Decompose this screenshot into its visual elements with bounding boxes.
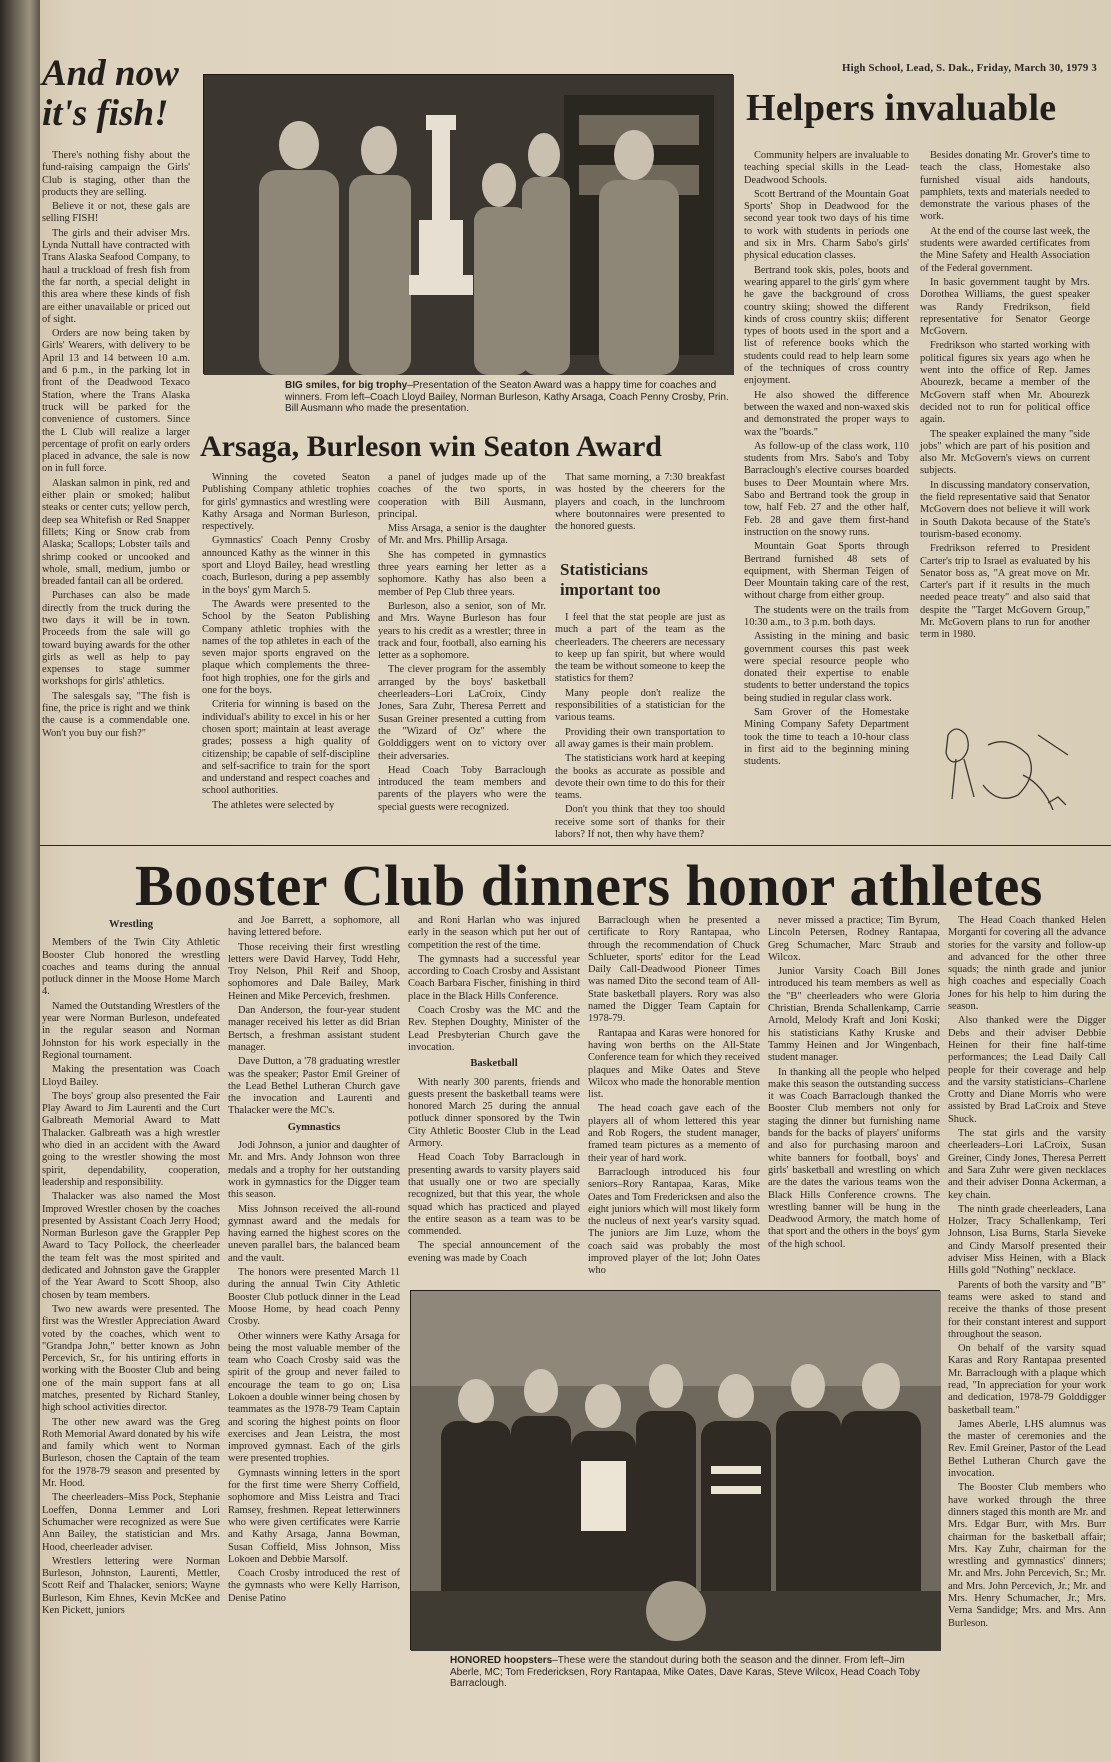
gymnastics-subhead: Gymnastics [287, 1121, 341, 1133]
statisticians-article [555, 612, 725, 841]
paragraph: Junior Varsity Coach Bill Jones introduced his team members as well as the "B" cheerleaders who were Gloria Christian, Brenda Schallenkamp, Carrie Arnold, Melody Kraft and Joni Koski; his statisticians Kathy Kruske and Tammy Heinen and Jor Wingenbach, student manager. [768, 966, 940, 1064]
booster-col-1-body [42, 937, 220, 1617]
paragraph: Two new awards were presented. The first was the Wrestler Appreciation Award voted by the coaches, which went to "Grandpa John," better known as John Percevich, Sr., for his untiring efforts in working with the Booster Club and being one of the main support fans at all matches, presented by Richard Stanley, high school activities director. [42, 1303, 220, 1414]
paragraph: and Roni Harlan who was injured early in the season which put her out of competition the rest of the time. [408, 915, 580, 951]
wrestling-subhead: Wrestling [109, 919, 153, 930]
paragraph: Also thanked were the Digger Debs and their adviser Debbie Heinen for their fine half-time performances; the Lead Daily Call people for their coverage and help and the varsity statisticians–Charlene Crotty and Diane Morris who were assisted by Brad LaCroix and Steve Shuck. [948, 1015, 1106, 1125]
booster-col-3-body [408, 915, 580, 1054]
paragraph: a panel of judges made up of the coaches of the two sports, in cooperation with Bill Ausmann, principal. [378, 472, 546, 520]
seaton-caption-text: –Presentation of the Seaton Award was a happy time for coaches and winners. From left–Coach Lloyd Bailey, Norman Burleson, Kathy Arsaga, Coach Penny Crosby, Prin. Bill Ausmann who made the presentation. [285, 380, 729, 414]
fish-article [42, 150, 190, 800]
paragraph: Those receiving their first wrestling letters were David Harvey, Todd Hehr, Troy Nelson, Phil Reif and Shoop, sophomores and Dale Bailey, Mark Heinen and Mike Percevich, freshmen. [228, 941, 400, 1002]
paragraph: Miss Johnson received the all-round gymnast award and the medals for having earned the highest scores on the uneven parallel bars, the balanced beam and the vault. [228, 1203, 400, 1264]
basketball-subhead: Basketball [470, 1058, 518, 1070]
seaton-caption-lead: BIG smiles, for big trophy [285, 380, 408, 391]
hoopsters-photo [410, 1290, 940, 1650]
paragraph: Purchases can also be made directly from the truck during the two days it will be in town. Proceeds from the sale will go toward buying awards for the other girls as well as help to pay expenses to stage summer workshops for girls' athletics. [42, 590, 190, 688]
sketch-illustration [928, 715, 1088, 825]
paragraph: In thanking all the people who helped make this season the outstanding success it was Coach Barraclough thanked the Booster Club members not only for staging the dinner but furnishing name bands for the backs of players' uniforms and also for purchasing maroon and white banners for football, boys' and girls' basketball and wrestling on which are the dates the various teams won the Black Hills Conference crowns. The wrestling banner will be hung in the Deadwood Armory, the match home of that sport and the others in the boys' gym of the high school. [768, 1066, 940, 1250]
hoopsters-caption-text: –These were the standout during both the season and the dinner. From left–Jim Aberle, MC; Tom Fredericksen, Rory Rantapaa, Mike Oates, Dave Karas, Steve Wilcox, Head Coach Toby Barraclough. [450, 1655, 920, 1689]
paragraph: and Joe Barrett, a sophomore, all having lettered before. [228, 915, 400, 939]
paragraph: Gymnasts winning letters in the sport for the first time were Sherry Coffield, sophomore and Miss Leistra and Traci Ramsey, freshmen. Repeat letterwinners who were given certificates were Karrie and Kathy Arsaga, Janna Bowman, Susan Coffield, Miss Johnson, Miss Lokoen and Debbie Marsolf. [228, 1467, 400, 1565]
paragraph: The Booster Club members who have worked through the three dinners staged this month are Mr. and Mrs. Edgar Burr, with Mrs. Burr chairman for the basketball affair; Mrs. Kay Zuhr, chairman for the wrestling and gymnastics' dinners; Mr. and Mrs. John Percevich, Sr.; Mr. and Mrs. John Percevich, Jr.; Mr. and Mrs. Henry Schumacher, Jr.; Mrs. Verna Sandidge; Mrs. and Mrs. Ann Burleson. [948, 1482, 1106, 1629]
paragraph: Winning the coveted Seaton Publishing Company athletic trophies for girls' gymnastics and wrestling were Kathy Arsaga and Norman Burleson, respectively. [202, 472, 370, 533]
paragraph: Many people don't realize the responsibilities of a statistician for the various teams. [555, 687, 725, 724]
paragraph: Members of the Twin City Athletic Booster Club honored the wrestling coaches and teams during the annual potluck dinner in the Moose Home March 4. [42, 937, 220, 998]
paragraph: I feel that the stat people are just as much a part of the team as the cheerleaders. The cheerers are necessary to keep up fan spirit, but where would the team be without someone to keep the statistics for them? [555, 612, 725, 685]
paragraph: The stat girls and the varsity cheerleaders–Lori LaCroix, Susan Greiner, Cindy Jones, Theresa Perrett and Sara Zuhr were given necklaces and their adviser Donna Ackerman, a key chain. [948, 1128, 1106, 1201]
booster-col-6 [948, 915, 1106, 1730]
paragraph: Burleson, also a senior, son of Mr. and Mrs. Wayne Burleson has four years to his credit as a wrestler; three in track and four, football, also earning his letter as a sophomore. [378, 600, 546, 662]
paragraph: Wrestlers lettering were Norman Burleson, Johnston, Laurenti, Mettler, Scott Reif and Thalacker, seniors; Wayne Burleson, Kim Ehnes, Kevin McKee and Ken Pickett, juniors [42, 1555, 220, 1617]
dateline: High School, Lead, S. Dak., Friday, March 30, 1979 3 [842, 62, 1097, 74]
paragraph: Thalacker was also named the Most Improved Wrestler chosen by the coaches presented by Assistant Coach Jerry Hood; Norman Burleson gave the Grappler Pep Award to Tacy Pollock, the cheerleader the team felt was the most spirited and dedicated and Johnston gave the Grappler of the Year Award to Scott Shoop, also chosen by team members. [42, 1191, 220, 1301]
paragraph: He also showed the difference between the waxed and non-waxed skis and demonstrated the proper ways to wax the "boards." [744, 389, 909, 438]
paragraph: The speaker explained the many "side jobs" which are part of his position and also Mr. McGovern's views on current subjects. [920, 428, 1090, 477]
paragraph: The boys' group also presented the Fair Play Award to Jim Laurenti and the Curt Galbreath Memorial Award to Matt Thalacker. Galbreath was a high wrestler who died in an accident with the Award going to the wrestler showing the most spirit, dependability, cooperation, leadership and responsibility. [42, 1090, 220, 1188]
helpers-col-2 [920, 150, 1090, 710]
paragraph: Dan Anderson, the four-year student manager received his letter as did Brian Bertsch, a freshman assistant student manager. [228, 1005, 400, 1053]
paragraph: The special announcement of the evening was made by Coach [408, 1240, 580, 1264]
paragraph: The head coach gave each of the players all of whom lettered this year and Rob Rogers, the student manager, framed team pictures as a memento of their year of hard work. [588, 1103, 760, 1164]
hoopsters-photo-image [411, 1291, 941, 1651]
paragraph: Barraclough when he presented a certificate to Rory Rantapaa, who through the recommendation of Chuck Schlueter, sports' editor for the Lead Daily Call-Deadwood Pioneer Times was named Dito the second team of All-State basketball players. Rory was also named the Digger Team Captain for 1978-79. [588, 915, 760, 1025]
paragraph: Head Coach Toby Barraclough introduced the team members and parents of the players who were the special guests were recognized. [378, 764, 546, 813]
paragraph: In discussing mandatory conservation, the field representative said that Senator McGovern does not believe it will work in South Dakota because of the State's tourism-based economy. [920, 479, 1090, 540]
helpers-col-1 [744, 150, 909, 835]
hoopsters-caption-lead: HONORED hoopsters [450, 1655, 553, 1666]
paragraph: The students were on the trails from 10:30 a.m., to 3 p.m. both days. [744, 604, 909, 628]
paragraph: The cheerleaders–Miss Pock, Stephanie Loeffen, Donna Lemmer and Lori Schumacher were recognized as were Sue Ann Bailey, the statistician and Mrs. Hood, cheerleader adviser. [42, 1492, 220, 1553]
booster-col-4 [588, 915, 760, 1283]
seaton-photo [203, 74, 733, 374]
paragraph: With nearly 300 parents, friends and guests present the basketball teams were honored March 25 during the annual potluck dinner sponsored by the Twin City Athletic Booster Club in the Lead Armory. [408, 1076, 580, 1150]
seaton-photo-image [204, 75, 734, 375]
paragraph: Besides donating Mr. Grover's time to teach the class, Homestake also furnished visual aids handouts, pamphlets, texts and materials needed to demonstrate the various phases of the work. [920, 150, 1090, 223]
paragraph: Assisting in the mining and basic government courses this past week were special resource people who donated their expertise to enable students to better understand the topics being studied in regular class work. [744, 631, 909, 704]
booster-col-1 [42, 915, 220, 1730]
paragraph: Community helpers are invaluable to teaching special skills in the Lead-Deadwood Schools. [744, 150, 909, 186]
seaton-col-1 [202, 472, 370, 817]
paragraph: Don't you think that they too should receive some sort of thanks for their labors? If not, then why have them? [555, 804, 725, 841]
paragraph: The gymnasts had a successful year according to Coach Crosby and Assistant Coach Barbara Fischer, finishing in third place in the Black Hills Conference. [408, 953, 580, 1002]
paragraph: The Head Coach thanked Helen Morganti for covering all the advance stories for the varsity and follow-up and advanced for the other three squads; the ninth grade and junior high coaches and especially Coach Jones for his help to him during the season. [948, 915, 1106, 1013]
paragraph: Bertrand took skis, poles, boots and wearing apparel to the girls' gym where he gave the background of cross country skiing; showed the different kinds of cross country skiis; different types of boots used in the sport and a list of reference books which the students could read to help learn some of the techniques of cross country enjoyment. [744, 264, 909, 387]
paragraph: Providing their own transportation to all away games is their main problem. [555, 726, 725, 750]
paragraph: Scott Bertrand of the Mountain Goat Sports' Shop in Deadwood for the second year took two days of his time to work with students in periods one and six in Mrs. Charm Sabo's girls' physical education classes. [744, 188, 909, 262]
paragraph: The honors were presented March 11 during the annual Twin City Athletic Booster Club potluck dinner in the Lead Moose Home, by head coach Penny Crosby. [228, 1267, 400, 1328]
paragraph: Mountain Goat Sports through Bertrand furnished 48 sets of equipment, with Sherman Teigen of Deer Mountain taking care of the rest, without charge from either group. [744, 541, 909, 602]
fish-headline: And now it's fish! [42, 53, 179, 134]
paragraph: The girls and their adviser Mrs. Lynda Nuttall have contracted with Trans Alaska Seafood Company, to haul a truckload of fresh fish from the far north, a special delight in this area where these kinds of fish are either unavailable or priced out of sight. [42, 227, 190, 325]
paragraph: That same morning, a 7:30 breakfast was hosted by the cheerers for the players and coach, in the lunchroom where boutonnaires were presented to the honored guests. [555, 472, 725, 533]
booster-col-3b-body [408, 1077, 580, 1265]
seaton-col-2 [378, 472, 546, 817]
paragraph: On behalf of the varsity squad Karas and Rory Rantapaa presented Mr. Barraclough with a plaque which read, "In appreciation for your work and dedication, 1978-79 Golddigger basketball team." [948, 1343, 1106, 1416]
section-divider [40, 845, 1111, 846]
paragraph: James Aberle, LHS alumnus was the master of ceremonies and the Rev. Emil Greiner, Pastor of the Lead Bethel Lutheran Church gave the invocation. [948, 1418, 1106, 1480]
seaton-headline: Arsaga, Burleson win Seaton Award [200, 430, 662, 463]
paragraph: Coach Crosby introduced the rest of the gymnasts who were Kelly Harrison, Denise Patino [228, 1568, 400, 1604]
paragraph: Other winners were Kathy Arsaga for being the most valuable member of the team who Coach Crosby said was the spirit of the group and never failed to encourage the team to go on; Lisa Lokoen a double winner being chosen by teammates as the 1978-79 Team Captain and scoring the highest points on floor exercises and Jean Leistra, the most improved gymnast. Each of the girls were presented trophies. [228, 1330, 400, 1465]
seaton-photo-caption [285, 380, 730, 415]
paragraph: Miss Arsaga, a senior is the daughter of Mr. and Mrs. Phillip Arsaga. [378, 523, 546, 547]
paragraph: Fredrikson who started working with political figures six years ago when he went into the office of Rep. James Abourezk, became a member of the McGovern staff when Mr. Abourezk decided not to run for political office again. [920, 340, 1090, 426]
paragraph: Head Coach Toby Barraclough in presenting awards to varsity players said that usually one or two are specially recognized, but that this year, the whole squad which has practiced and played the entire season as a team was to be commended. [408, 1152, 580, 1238]
paragraph: Orders are now being taken by Girls' Wearers, with delivery to be April 13 and 14 between 10 a.m. and 6 p.m., in the parking lot in front of the Deadwood Texaco Station, where the Trans Alaska truck will be parked for the convenience of customers. Since the L Club will realize a larger percentage of profit on early orders placed in advance, the sale is now on in full force. [42, 328, 190, 475]
paragraph: Barraclough introduced his four seniors–Rory Rantapaa, Karas, Mike Oates and Tom Fredericksen and also the eight juniors which will most likely form the nucleus of next year's varsity squad. The juniors are Jim Luze, whom the coach said was probably the most improved player of the lot; John Oates who [588, 1166, 760, 1277]
hoopsters-photo-caption [450, 1655, 930, 1690]
paragraph: Dave Dutton, a '78 graduating wrestler was the speaker; Pastor Emil Greiner of the Lead Bethel Lutheran Church gave the invocation and Laurenti and Thalacker were the MC's. [228, 1056, 400, 1117]
newspaper-page [40, 0, 1111, 1762]
helpers-headline: Helpers invaluable [746, 87, 1057, 129]
paragraph: At the end of the course last week, the students were awarded certificates from the Mine Safety and Health Association of the Federal government. [920, 225, 1090, 274]
booster-col-3 [408, 915, 580, 1283]
paragraph: The clever program for the assembly arranged by the boys' basketball cheerleaders–Lori LaCroix, Cindy Jones, Sara Zuhr, Theresa Perrett and Susan Greiner presented a cutting from the "Wizard of Oz" where the Golddiggers went on to victory over their adversaries. [378, 664, 546, 762]
paragraph: The other new award was the Greg Roth Memorial Award donated by his wife and family which went to Norman Burleson, chosen the Captain of the team for the 1978-79 season and presented by Mr. Hood. [42, 1416, 220, 1490]
paragraph: Coach Crosby was the MC and the Rev. Stephen Doughty, Minister of the Lead Presbyterian Church gave the invocation. [408, 1005, 580, 1053]
booster-headline: Booster Club dinners honor athletes [135, 853, 1043, 918]
paragraph: In basic government taught by Mrs. Dorothea Williams, the guest speaker was Randy Fredrikson, field representative for Senator George McGovern. [920, 276, 1090, 338]
paragraph: The Awards were presented to the School by the Seaton Publishing Company athletic trophies with the names of the top athletes in each of the seven major sports engraved on the plaque which complements the three-foot high trophies, one for the girls and one for the boys. [202, 598, 370, 697]
paragraph: Believe it or not, these gals are selling FISH! [42, 201, 190, 225]
paragraph: Sam Grover of the Homestake Mining Company Safety Department took the time to teach a 10-hour class in first aid to the beginning mining students. [744, 707, 909, 768]
paragraph: Fredrikson referred to President Carter's trip to Israel as evaluated by his Senator boss as, "A great move on Mr. Carter's part if it results in the much needed peace treaty" and also said that despite the "Target McGovern Group," Mr. McGovern plans to run for another term in 1980. [920, 543, 1090, 641]
paragraph: Alaskan salmon in pink, red and either plain or smoked; halibut steaks or center cuts; yellow perch, deep sea Whitefish or Red Snapper fillets; King or Snow crab from Alaska; Scallops; Lobster tails and shrimp cooked or uncooked and whole, small, medium, jumbo or breaded fantail can all be ordered. [42, 477, 190, 588]
paragraph: Named the Outstanding Wrestlers of the year were Norman Burleson, undefeated in the regular season and Norman Johnston for his work especially in the Regional tournament. [42, 1000, 220, 1061]
paragraph: She has competed in gymnastics three years earning her letter as a sophomore. Kathy has also been a member of Pep Club three years. [378, 549, 546, 598]
paragraph: As follow-up of the class work, 110 students from Mrs. Sabo's and Toby Barraclough's elective courses boarded buses to Deer Mountain where Mrs. Sabo and Bertrand took the group in tow, half Feb. 27 and the other half, Feb. 28 and gave them first-hand instruction on the snowy runs. [744, 440, 909, 538]
paragraph: Gymnastics' Coach Penny Crosby announced Kathy as the winner in this sport and Lloyd Bailey, head wrestling coach, Burleson, during a pep assembly in the boys' gym March 5. [202, 535, 370, 596]
paragraph: The salesgals say, "The fish is fine, the price is right and we think the cause is a commendable one. Won't you buy our fish?" [42, 690, 190, 739]
paragraph: The statisticians work hard at keeping the books as accurate as possible and devote their own time to do this for their teams. [555, 753, 725, 802]
paragraph: Rantapaa and Karas were honored for having won berths on the All-State Conference team for which they received plaques and Mike Oates and Steve Wilcox who made the honorable mention list. [588, 1027, 760, 1101]
booster-col-5 [768, 915, 940, 1283]
paragraph: Making the presentation was Coach Lloyd Bailey. [42, 1064, 220, 1088]
newspaper-binding [0, 0, 40, 1762]
paragraph: Jodi Johnson, a junior and daughter of Mr. and Mrs. Andy Johnson won three medals and a trophy for her outstanding work in gymnastics for the Digger team this season. [228, 1140, 400, 1201]
booster-col-2b-body [228, 1140, 400, 1605]
seaton-col-3 [555, 472, 725, 548]
booster-col-2-body [228, 915, 400, 1118]
paragraph: never missed a practice; Tim Byrum, Lincoln Petersen, Rodney Rantapaa, Greg Schumacher, Marc Straub and Wilcox. [768, 915, 940, 963]
paragraph: The ninth grade cheerleaders, Lana Holzer, Tracy Schallenkamp, Teri Johnson, Lisa Burns, Starla Sieveke and Cindy Marsolf presented their adviser Miss Heinen, with a Black Hills gold "Nothing" necklace. [948, 1203, 1106, 1277]
paragraph: The athletes were selected by [212, 799, 335, 811]
paragraph: Parents of both the varsity and "B" teams were asked to stand and receive the thanks of those present for their constant interest and support throughout the season. [948, 1279, 1106, 1340]
paragraph: Criteria for winning is based on the individual's ability to excel in his or her chosen sport; maintain at least average grades; possess a high quality of citizenship; be capable of self-discipline and self-sacrifice to train for the sport and understand and respect coaches and school authorities. [202, 699, 370, 797]
booster-col-2 [228, 915, 400, 1730]
paragraph: There's nothing fishy about the fund-raising campaign the Girls' Club is staging, other than the products they are selling. [42, 150, 190, 198]
statisticians-headline: Statisticians important too [560, 560, 661, 599]
